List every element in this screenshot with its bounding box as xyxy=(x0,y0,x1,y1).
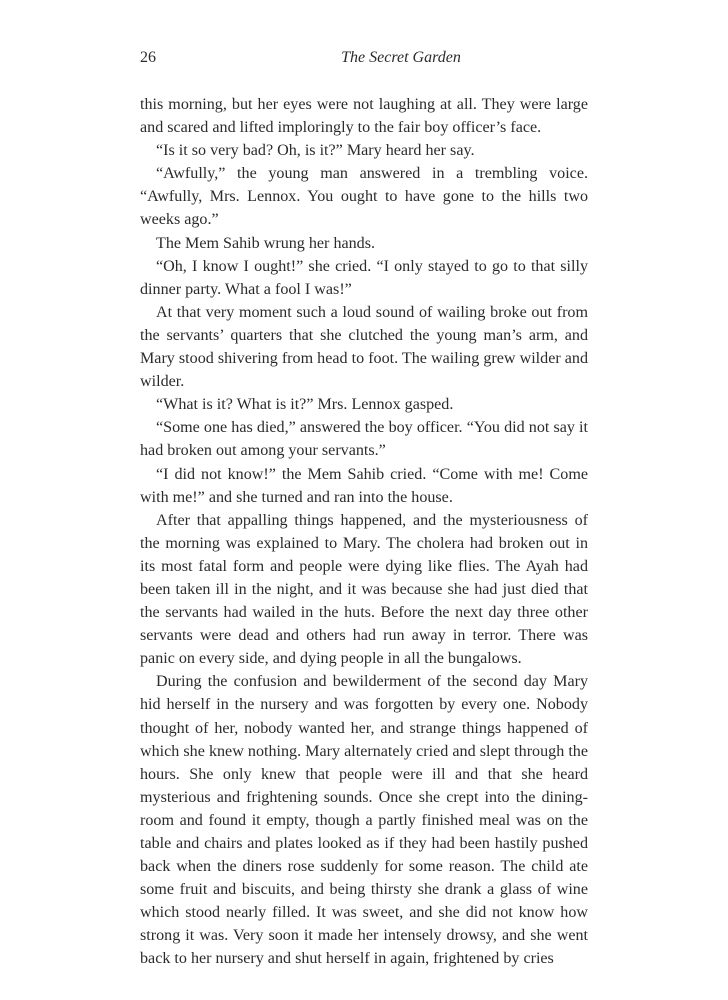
paragraph: “What is it? What is it?” Mrs. Lennox gasped. xyxy=(156,396,454,414)
paragraph: The Mem Sahib wrung her hands. xyxy=(156,234,376,252)
page-number: 26 xyxy=(140,49,156,66)
paragraph: “Is it so very bad? Oh, is it?” Mary heard her say. xyxy=(156,142,475,160)
paragraph: At that very moment such a loud sound of wailing broke out from the servants’ quarters that she clutched the young man’s arm, and Mary stood shivering from head to foot. The wailing grew wilder and wilder. xyxy=(140,303,588,391)
paragraph: “I did not know!” the Mem Sahib cried. “Come with me! Come with me!” and she turned and ran into the house. xyxy=(140,465,588,506)
paragraph: After that appalling things happened, and the mysteriousness of the morning was explained to Mary. The cholera had broken out in its most fatal form and people were dying like flies. The Ayah had been taken ill in the night, and it was because she had just died that the servants had wailed in the huts. Before the next day three other servants were dead and others had run away in terror. There was panic on every side, and dying people in all the bungalows. xyxy=(140,511,588,668)
paragraph: “Some one has died,” answered the boy officer. “You did not say it had broken out among your servants.” xyxy=(140,419,588,460)
body-text xyxy=(140,93,588,971)
paragraph: “Oh, I know I ought!” she cried. “I only stayed to go to that silly dinner party. What a fool I was!” xyxy=(140,257,588,298)
paragraph: “Awfully,” the young man answered in a trembling voice. “Awfully, Mrs. Lennox. You ought to have gone to the hills two weeks ago.” xyxy=(140,165,588,229)
paragraph-continued: this morning, but her eyes were not laughing at all. They were large and scared and lifted imploringly to the fair boy officer’s face. xyxy=(140,96,588,137)
running-head xyxy=(140,46,588,70)
paragraph: During the confusion and bewilderment of the second day Mary hid herself in the nursery and was forgotten by every one. Nobody thought of her, nobody wanted her, and strange things happened of which she knew nothing. Mary alternately cried and slept through the hours. She only knew that people were ill and that she heard mysterious and frightening sounds. Once she crept into the dining-room and found it empty, though a partly finished meal was on the table and chairs and plates looked as if they had been hastily pushed back when the diners rose suddenly for some reason. The child ate some fruit and biscuits, and being thirsty she drank a glass of wine which stood nearly filled. It was sweet, and she did not know how strong it was. Very soon it made her intensely drowsy, and she went back to her nursery and shut herself in again, frightened by cries xyxy=(140,673,588,968)
book-title: The Secret Garden xyxy=(341,49,461,66)
